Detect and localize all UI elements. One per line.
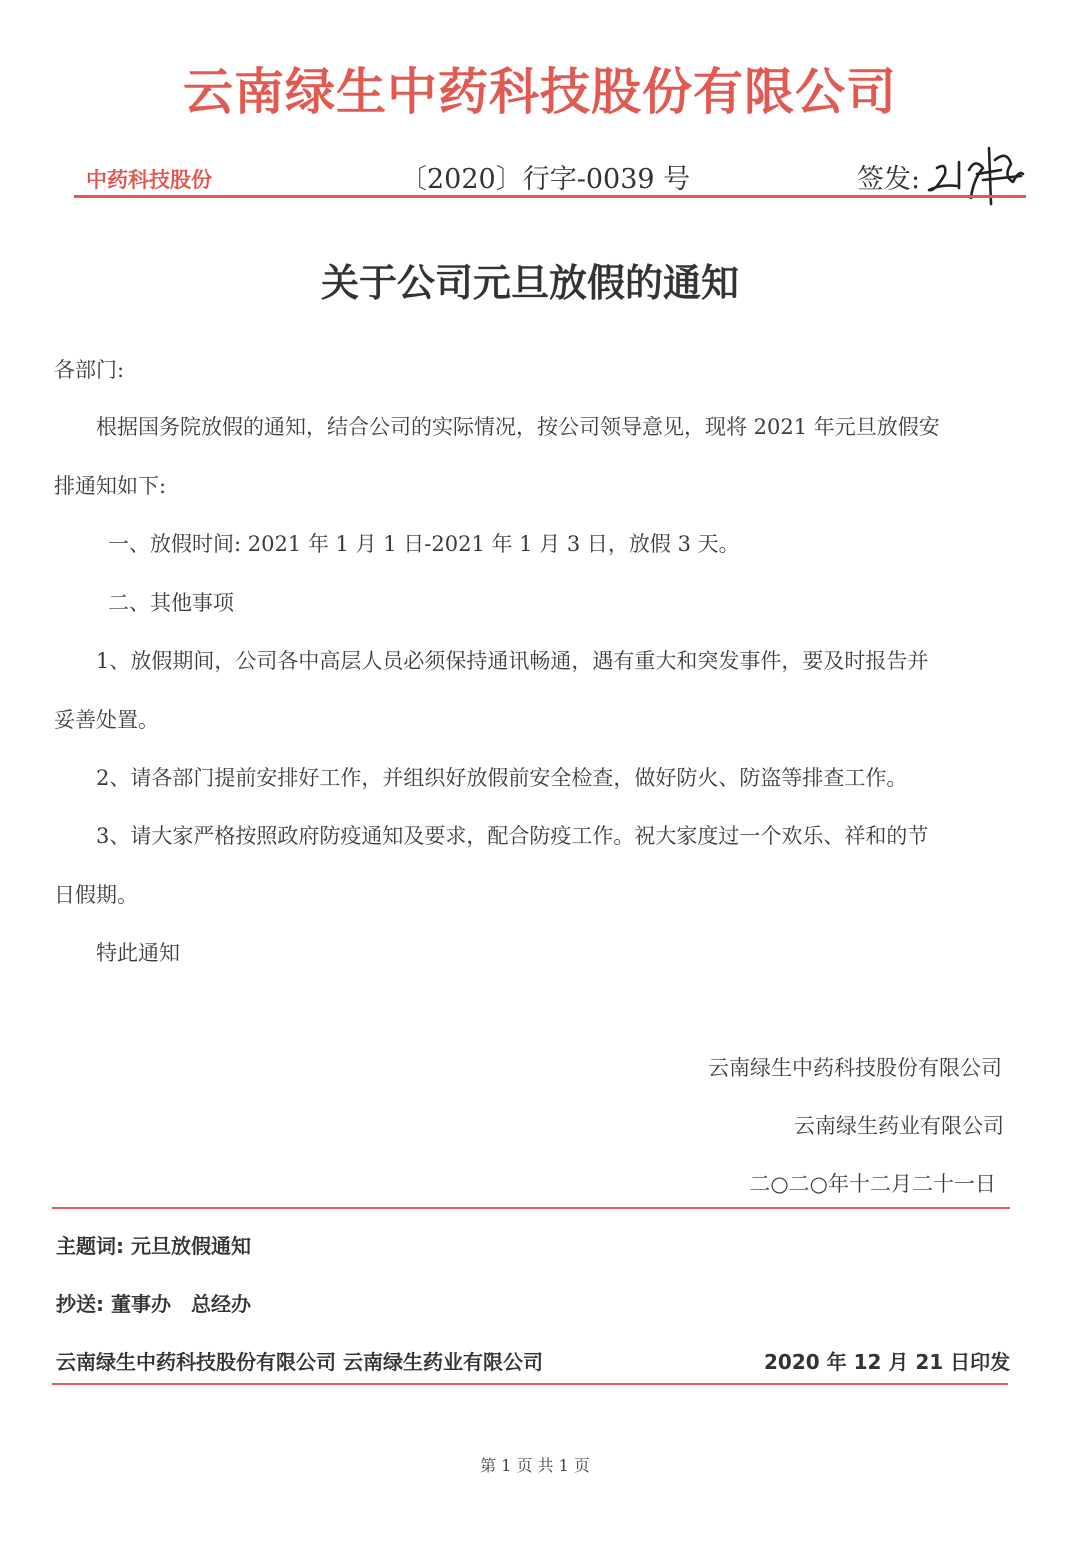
doc-number: 〔2020〕行字-0039 号	[400, 164, 691, 195]
closing-remark: 特此通知	[96, 941, 180, 965]
subject-keywords: 主题词: 元旦放假通知	[56, 1234, 251, 1258]
header-divider	[74, 195, 1026, 198]
footer-top-divider	[52, 1207, 1010, 1209]
section-holiday-time: 一、放假时间: 2021 年 1 月 1 日-2021 年 1 月 3 日，放假 3 天。	[108, 532, 740, 556]
signature-company-1: 云南绿生中药科技股份有限公司	[708, 1056, 1002, 1080]
footer-bottom-divider	[52, 1383, 1008, 1385]
salutation: 各部门:	[54, 358, 125, 382]
signature-company-2: 云南绿生药业有限公司	[794, 1114, 1004, 1138]
dept-label: 中药科技股份	[86, 168, 212, 192]
item-3-line-2: 日假期。	[54, 883, 138, 907]
intro-line-2: 排通知如下:	[54, 474, 167, 498]
issuing-companies: 云南绿生中药科技股份有限公司 云南绿生药业有限公司	[56, 1350, 543, 1374]
item-1-line-1: 1、放假期间，公司各中高层人员必须保持通讯畅通，遇有重大和突发事件，要及时报告并	[96, 649, 929, 673]
notice-title: 关于公司元旦放假的通知	[320, 260, 739, 305]
company-header: 云南绿生中药科技股份有限公司	[183, 63, 897, 121]
sign-label: 签发:	[857, 164, 921, 195]
item-3-line-1: 3、请大家严格按照政府防疫通知及要求，配合防疫工作。祝大家度过一个欢乐、祥和的节	[96, 824, 929, 848]
item-1-line-2: 妥善处置。	[54, 708, 159, 732]
signature-date: 二○二○年十二月二十一日	[749, 1172, 996, 1196]
item-2: 2、请各部门提前安排好工作，并组织好放假前安全检查，做好防火、防盗等排查工作。	[96, 766, 908, 790]
print-date: 2020 年 12 月 21 日印发	[764, 1350, 1011, 1374]
page-number: 第 1 页 共 1 页	[480, 1456, 590, 1475]
section-other-matters: 二、其他事项	[108, 591, 234, 615]
cc-recipients: 抄送: 董事办 总经办	[56, 1292, 251, 1316]
handwritten-signature	[925, 140, 1035, 216]
intro-line-1: 根据国务院放假的通知，结合公司的实际情况，按公司领导意见，现将 2021 年元旦放假安	[96, 415, 940, 439]
